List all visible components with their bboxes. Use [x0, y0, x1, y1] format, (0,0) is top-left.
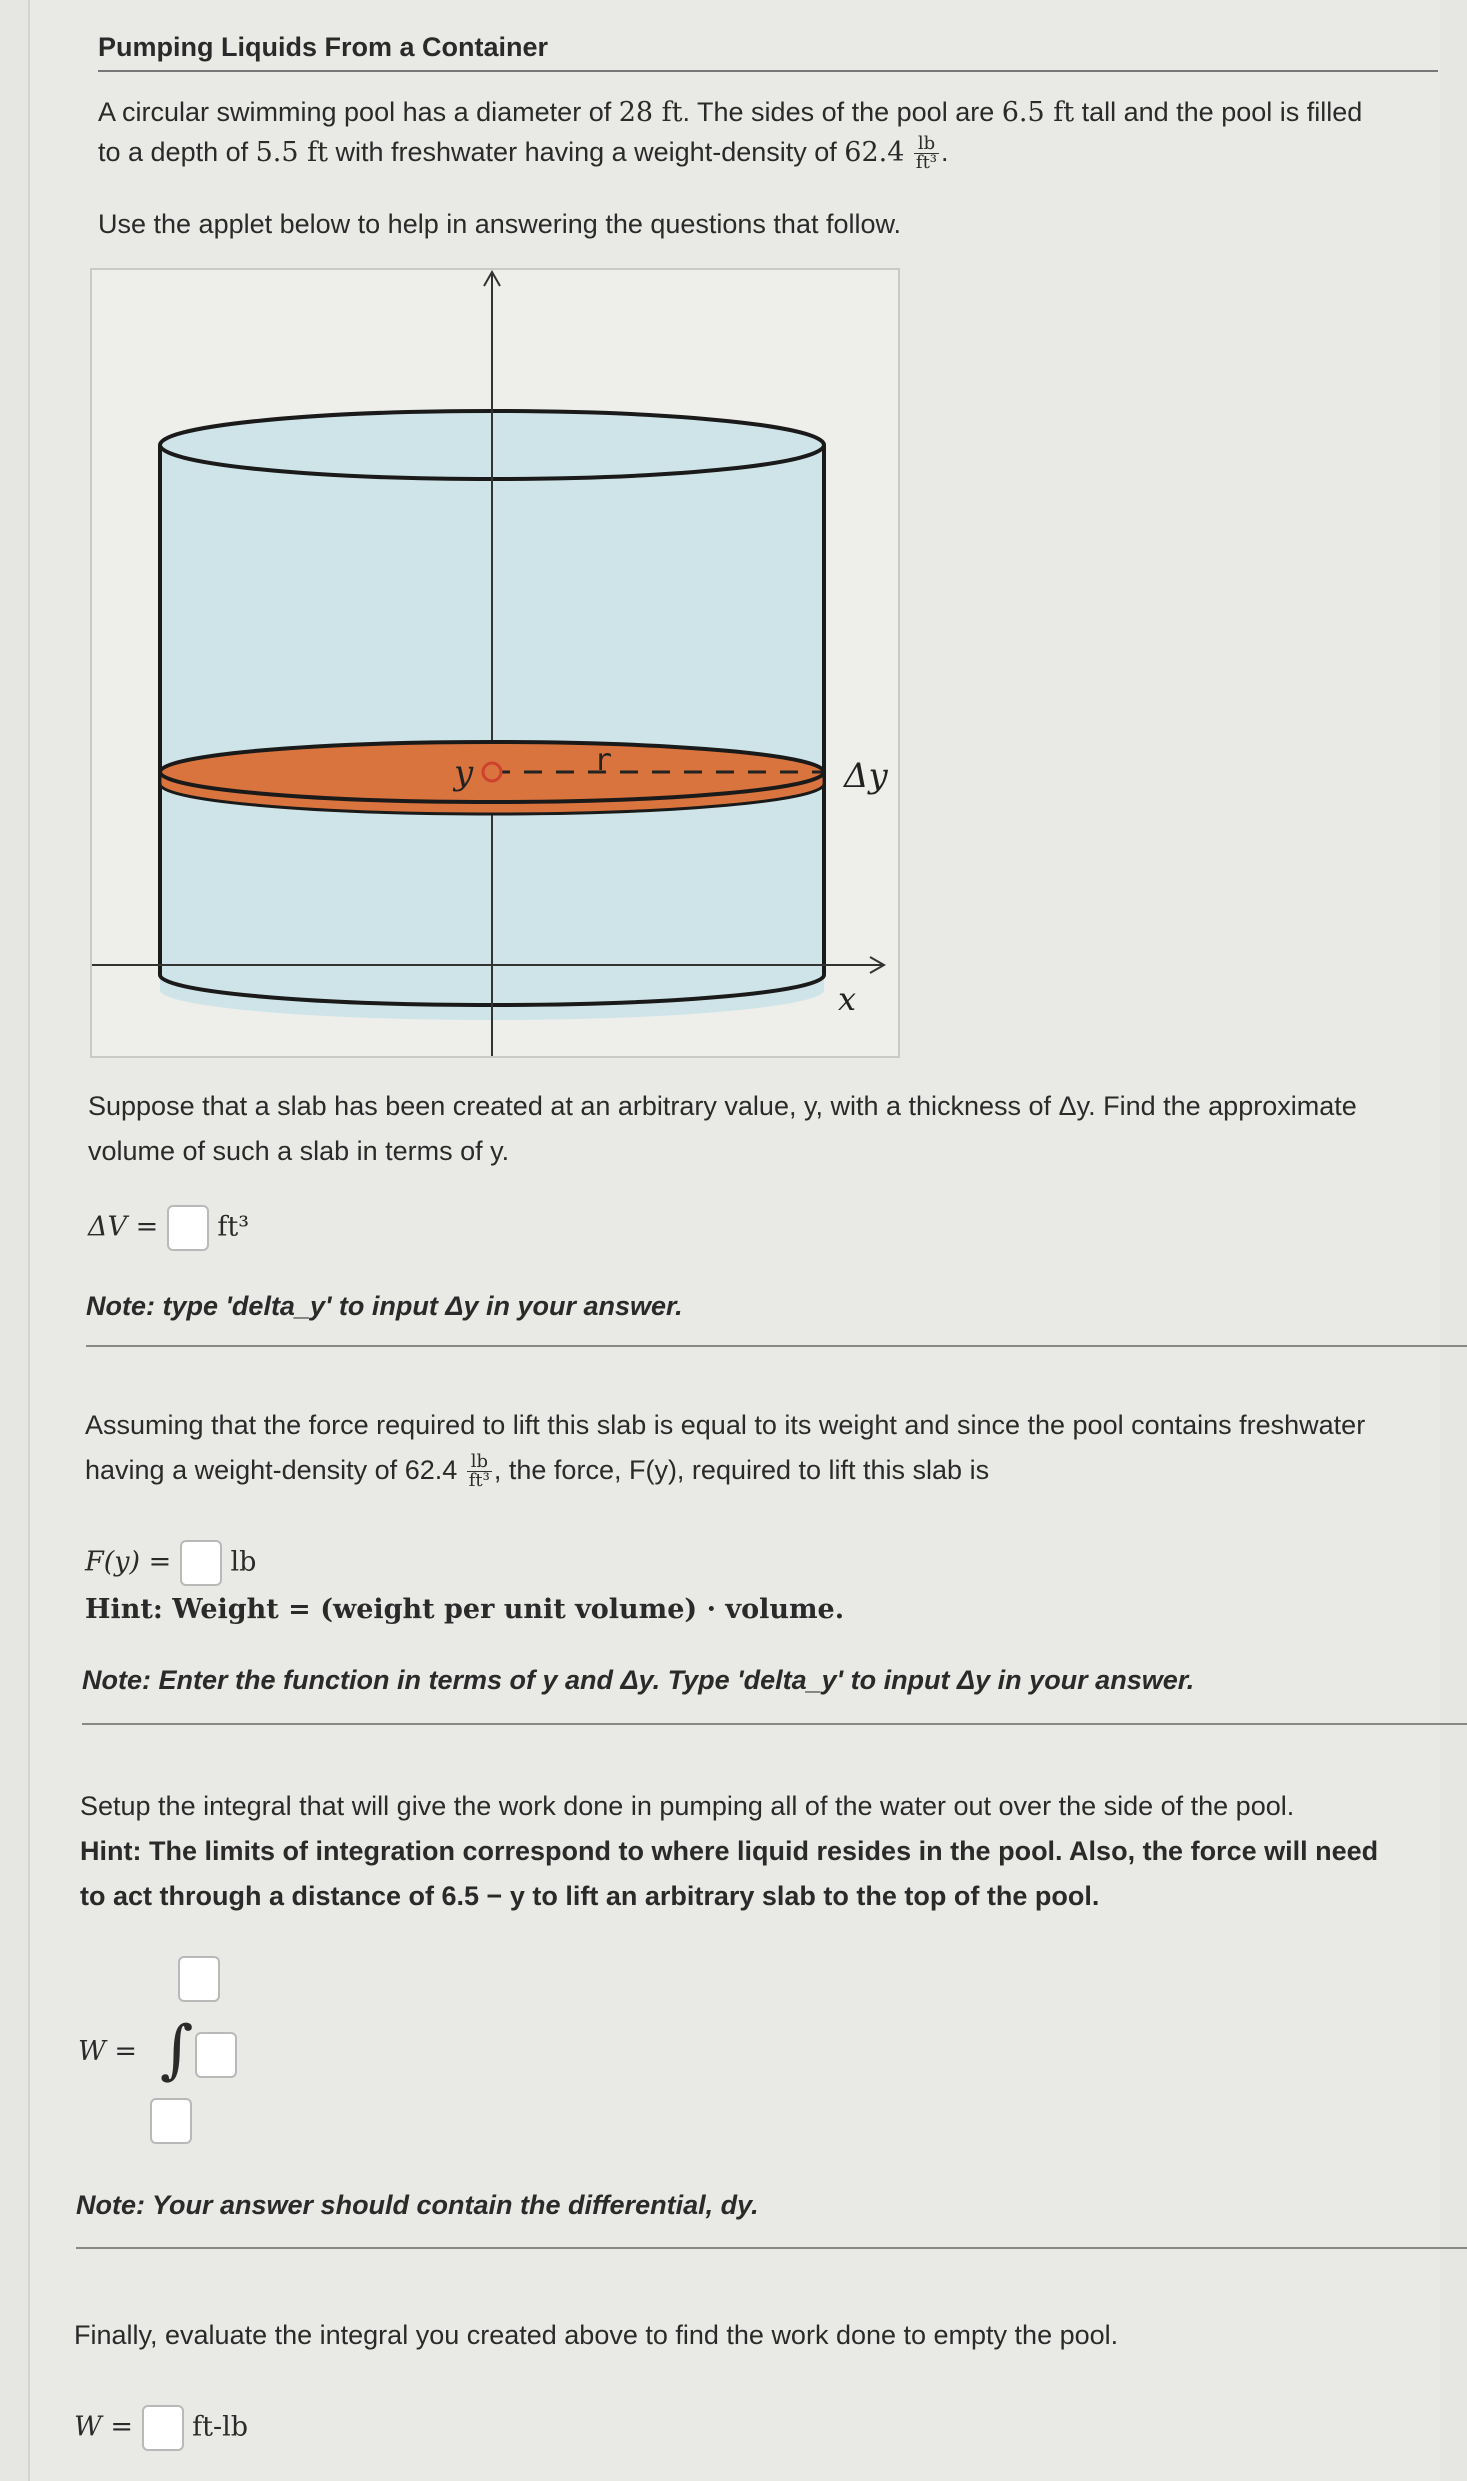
- unit-denominator: ft³: [915, 152, 938, 174]
- q1-unit: ft³: [217, 1211, 250, 1243]
- q4-lhs: W =: [74, 2411, 133, 2443]
- q2-note: Note: Enter the function in terms of y and Δy. Type 'delta_y' to input Δy in your answer.: [82, 1665, 1195, 1695]
- q2-lhs: F(y) =: [85, 1546, 172, 1578]
- force-input[interactable]: [180, 1540, 222, 1586]
- q3-hint-2: to act through a distance of 6.5 − y to lift an arbitrary slab to the top of the pool.: [80, 1881, 1100, 1911]
- q1-text-1: Suppose that a slab has been created at an arbitrary value, y, with a thickness of Δy. Find the approximate: [88, 1091, 1357, 1121]
- density-unit: [467, 1453, 492, 1490]
- divider-2: [82, 1723, 1467, 1725]
- q2-hint: Hint: Weight = (weight per unit volume) · volume.: [85, 1594, 845, 1625]
- upper-limit-input[interactable]: [178, 1956, 220, 2002]
- depth-value: 5.5 ft: [255, 137, 328, 168]
- intro-text: A circular swimming pool has a diameter of: [98, 97, 619, 127]
- q3-text-1: Setup the integral that will give the work done in pumping all of the water out over the side of the pool.: [80, 1791, 1295, 1821]
- q4-answer-row: [74, 2405, 248, 2451]
- q2-unit: lb: [230, 1546, 257, 1578]
- q2-text-2: [85, 1450, 989, 1490]
- pool-applet[interactable]: [90, 268, 900, 1058]
- label-y: y: [454, 753, 474, 793]
- divider-1: [86, 1345, 1467, 1347]
- integrand-input[interactable]: [195, 2032, 237, 2078]
- q1-answer-row: [88, 1205, 249, 1251]
- q3-lhs: W =: [78, 2036, 137, 2067]
- side-height-value: 6.5 ft: [1001, 97, 1075, 128]
- unit-numerator: lb: [914, 135, 939, 154]
- intro-line-1: [98, 92, 1438, 133]
- q4-unit: ft-lb: [192, 2411, 249, 2443]
- q3-note: Note: Your answer should contain the differential, dy.: [76, 2190, 759, 2220]
- divider-3: [76, 2247, 1467, 2249]
- q4-text: Finally, evaluate the integral you created above to find the work done to empty the pool.: [74, 2320, 1119, 2350]
- intro-text: .: [941, 137, 949, 167]
- density-unit: [914, 135, 939, 172]
- label-delta-y: Δy: [844, 756, 888, 796]
- pool-diagram: [92, 270, 898, 1056]
- q2-text: having a weight-density of 62.4: [85, 1455, 458, 1485]
- q1-text-2: volume of such a slab in terms of y.: [88, 1136, 510, 1166]
- diameter-value: 28 ft: [618, 97, 683, 128]
- slab-center-point[interactable]: [483, 763, 501, 781]
- label-x: x: [838, 980, 857, 1018]
- q1-note: Note: type 'delta_y' to input Δy in your answer.: [86, 1291, 683, 1321]
- label-r: r: [594, 743, 613, 778]
- intro-line-2: [98, 132, 1438, 173]
- q2-answer-row: [85, 1540, 256, 1586]
- title-divider: [98, 70, 1438, 72]
- q2-text: , the force, F(y), required to lift this slab is: [493, 1455, 990, 1485]
- unit-numerator: lb: [467, 1453, 492, 1472]
- intro-text: with freshwater having a weight-density of: [328, 137, 845, 167]
- q1-lhs: ΔV =: [88, 1211, 159, 1243]
- use-applet-text: Use the applet below to help in answering the questions that follow.: [98, 209, 902, 239]
- volume-input[interactable]: [167, 1205, 209, 1251]
- unit-denominator: ft³: [468, 1470, 490, 1492]
- page-title: Pumping Liquids From a Container: [98, 32, 549, 62]
- q3-hint-1: Hint: The limits of integration correspond to where liquid resides in the pool. Also, the force will need: [80, 1836, 1379, 1866]
- page: [28, 0, 1440, 2481]
- work-input[interactable]: [142, 2405, 184, 2451]
- integral-sign: ∫: [160, 2013, 194, 2087]
- intro-text: to a depth of: [98, 137, 256, 167]
- intro-text: tall and the pool is filled: [1074, 97, 1363, 127]
- density-value: 62.4: [844, 137, 905, 168]
- intro-text: . The sides of the pool are: [682, 97, 1002, 127]
- q2-text-1: Assuming that the force required to lift this slab is equal to its weight and since the pool contains freshwater: [85, 1410, 1366, 1440]
- lower-limit-input[interactable]: [150, 2098, 192, 2144]
